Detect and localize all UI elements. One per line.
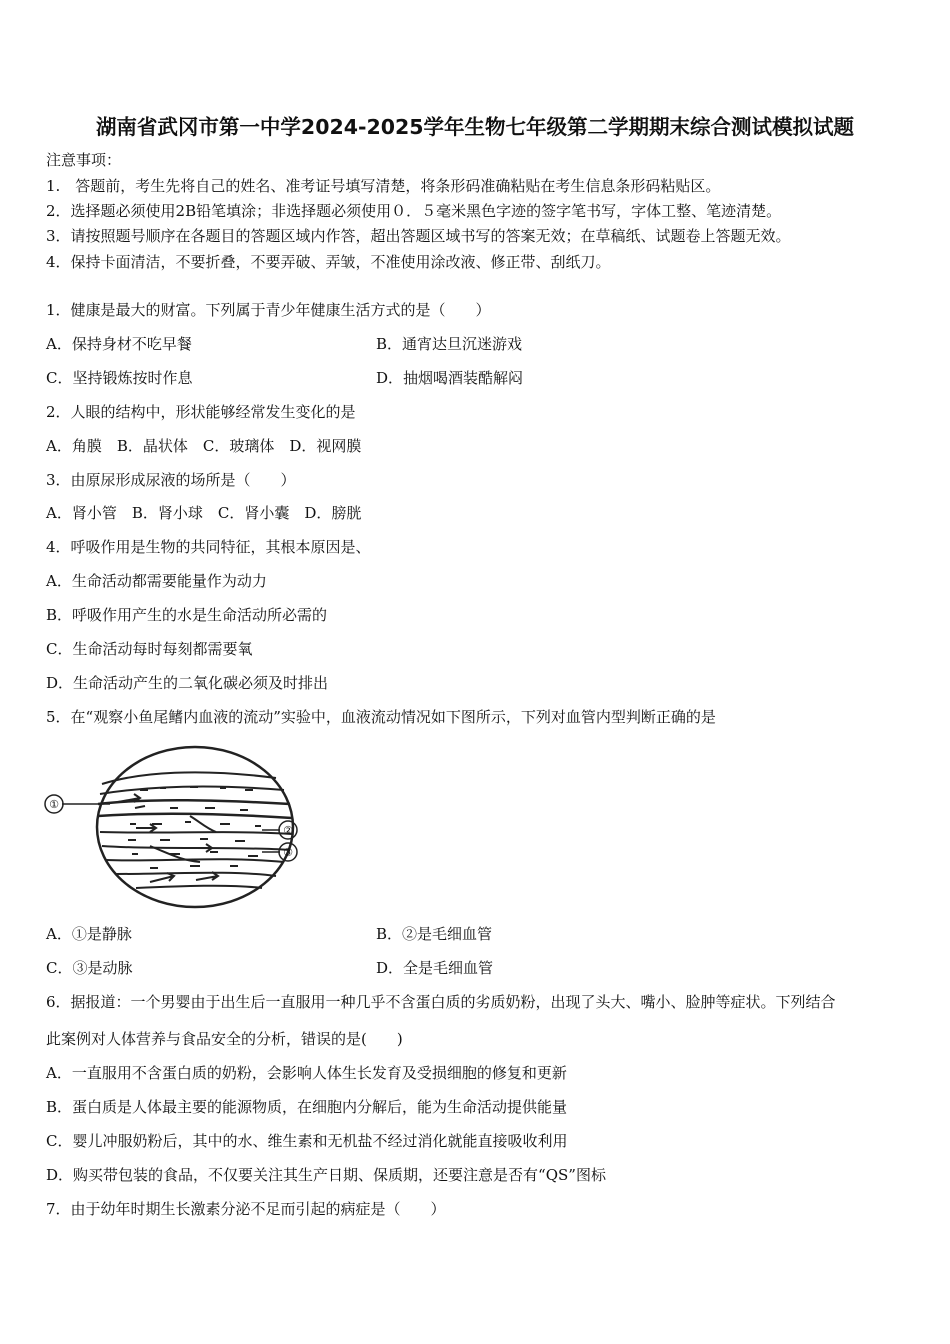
field-of-view [97,747,293,907]
option-c: C．生命活动每时每刻都需要氧 [46,640,253,658]
flow-arrow [118,794,140,802]
question-3-options: A．肾小管 B．肾小球 C．肾小囊 D．膀胱 [46,504,362,522]
blood-flow-figure [40,742,302,914]
option-d: D．抽烟喝酒装酷解闷 [376,369,524,387]
option-b: B．②是毛细血管 [376,925,493,943]
option-b: B．通宵达旦沉迷游戏 [376,335,523,353]
option-a: A．保持身材不吃早餐 [46,335,192,353]
flow-arrow [190,844,212,852]
question-3-stem: 3．由原尿形成尿液的场所是（ ） [46,471,296,489]
question-2-options: A．角膜 B．晶状体 C．玻璃体 D．视网膜 [46,437,362,455]
question-1-options-row-2 [46,368,524,388]
option-d: D．购买带包装的食品，不仅要关注其生产日期、保质期，还要注意是否有“QS”图标 [46,1166,606,1184]
page-title: 湖南省武冈市第一中学2024-2025学年生物七年级第二学期期末综合测试模拟试题 [95,115,855,139]
option-a: A．①是静脉 [46,925,132,943]
notice-item: 4．保持卡面清洁，不要折叠，不要弄破、弄皱，不准使用涂改液、修正带、刮纸刀。 [46,253,611,271]
notice-item: 3．请按照题号顺序在各题目的答题区域内作答，超出答题区域书写的答案无效；在草稿纸、试题卷上答题无效。 [46,227,791,245]
question-6-stem-line-2: 此案例对人体营养与食品安全的分析，错误的是( ) [46,1030,403,1048]
question-1-options-row-1 [46,334,523,354]
vessel [136,886,262,888]
vessel [100,832,292,834]
option-a: A．一直服用不含蛋白质的奶粉，会影响人体生长发育及受损细胞的修复和更新 [46,1064,567,1082]
vessel [98,814,292,818]
vessel [190,816,216,832]
vessel [116,873,276,876]
figure-label-2: ② [283,824,293,837]
option-c: C．③是动脉 [46,959,133,977]
question-1-stem: 1．健康是最大的财富。下列属于青少年健康生活方式的是（ ） [46,301,491,319]
option-c: C．婴儿冲服奶粉后，其中的水、维生素和无机盐不经过消化就能直接吸收利用 [46,1132,568,1150]
question-5-options-row-2 [46,958,494,978]
option-d: D．全是毛细血管 [376,959,494,977]
notice-heading: 注意事项： [46,151,122,169]
option-b: B．呼吸作用产生的水是生命活动所必需的 [46,606,328,624]
vessel [102,772,276,784]
option-d: D．生命活动产生的二氧化碳必须及时排出 [46,674,329,692]
question-6-stem-line-1: 6．据报道：一个男婴由于出生后一直服用一种几乎不含蛋白质的劣质奶粉，出现了头大、嘴小、脸肿等症状。下列结合 [46,993,836,1011]
question-5-options-row-1 [46,924,493,944]
flow-arrow [136,824,156,832]
question-4-stem: 4．呼吸作用是生物的共同特征，其根本原因是、 [46,538,371,556]
option-a: A．生命活动都需要能量作为动力 [46,572,267,590]
question-7-stem: 7．由于幼年时期生长激素分泌不足而引起的病症是（ ） [46,1200,446,1218]
figure-label-3: ③ [283,846,293,859]
notice-item: 1. 答题前，考生先将自己的姓名、准考证号填写清楚，将条形码准确粘贴在考生信息条形码粘贴区。 [46,177,721,195]
option-c: C．坚持锻炼按时作息 [46,369,193,387]
figure-label-1: ① [49,798,59,811]
question-2-stem: 2．人眼的结构中，形状能够经常发生变化的是 [46,403,356,421]
option-b: B．蛋白质是人体最主要的能源物质，在细胞内分解后，能为生命活动提供能量 [46,1098,568,1116]
question-5-stem: 5．在“观察小鱼尾鳍内血液的流动”实验中，血液流动情况如下图所示，下列对血管内型判断正确的是 [46,708,716,726]
notice-item: 2．选择题必须使用2B铅笔填涂；非选择题必须使用０．５毫米黑色字迹的签字笔书写，字体工整、笔迹清楚。 [46,202,782,220]
